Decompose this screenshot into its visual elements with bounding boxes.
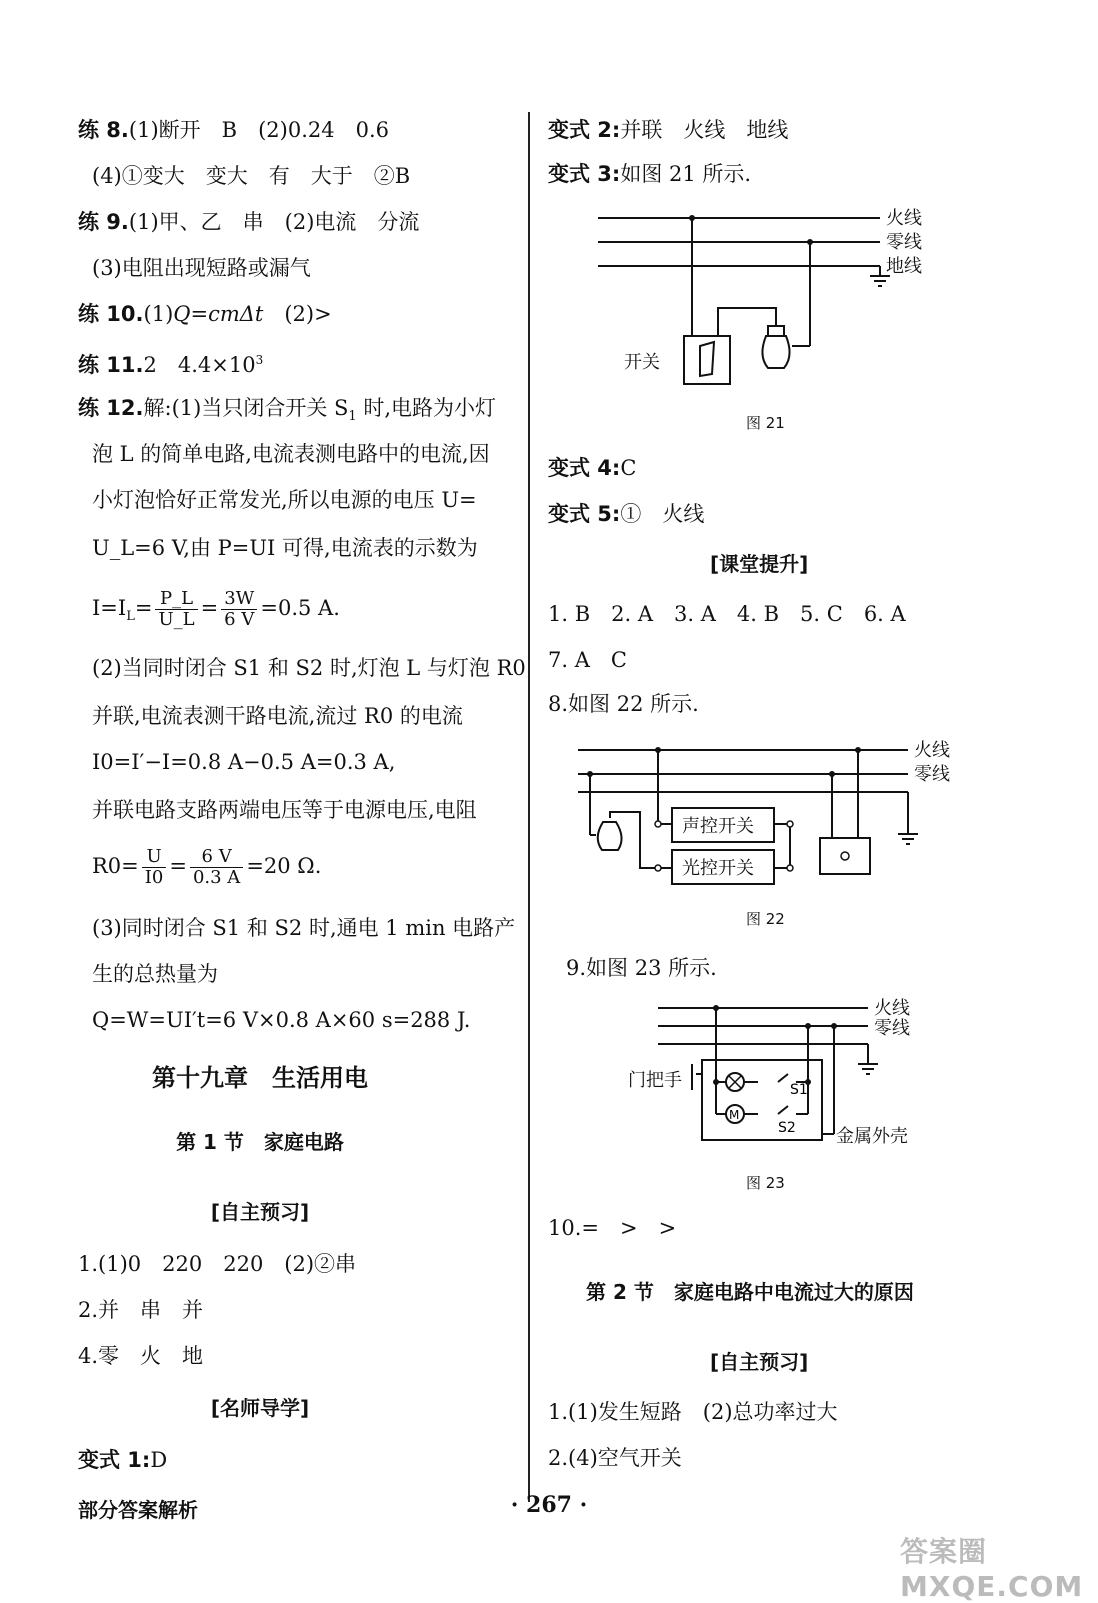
- label-live: 火线: [914, 740, 950, 761]
- label-neutral: 零线: [886, 232, 922, 253]
- text: (2)>: [263, 302, 332, 326]
- text: 如图 21 所示.: [620, 162, 752, 186]
- label-ground: 地线: [886, 256, 922, 277]
- text-line: 1. B 2. A 3. A 4. B 5. C 6. A: [548, 602, 906, 626]
- junction-dot: [713, 1005, 719, 1011]
- section-title: 第 2 节 家庭电路中电流过大的原因: [586, 1280, 914, 1304]
- label-live: 火线: [874, 998, 910, 1019]
- text-line: 9.如图 23 所示.: [566, 956, 717, 980]
- figure-caption: 图 22: [746, 910, 785, 928]
- subsection-title: [名师导学]: [210, 1396, 310, 1420]
- formula-line: R0= $\frac{U}{I0}$ = $\frac{6 V}{0.3 A}$ =20 Ω.: [92, 846, 322, 888]
- junction-dot: [655, 747, 661, 753]
- answer-8-cont: (4)①变大 变大 有 大于 ②B: [92, 164, 411, 188]
- junction-dot: [587, 771, 593, 777]
- answer-12: [78, 394, 496, 431]
- text-line: (2)当同时闭合 S1 和 S2 时,灯泡 L 与灯泡 R0: [92, 656, 526, 680]
- text: (1)断开 B (2)0.24 0.6: [128, 118, 389, 142]
- text-line: 8.如图 22 所示.: [548, 692, 699, 716]
- watermark: 答案圈 MXQE.COM: [900, 1535, 1084, 1603]
- label: 练 8.: [78, 118, 129, 142]
- variant-5: [548, 500, 704, 528]
- subsection-title: [自主预习]: [710, 1350, 809, 1374]
- column-divider: [528, 112, 530, 1502]
- terminal-dot: [655, 821, 661, 827]
- figure-caption: 图 21: [746, 414, 785, 432]
- text: ① 火线: [620, 502, 705, 526]
- text: (1): [143, 302, 174, 326]
- text-line: 2.并 串 并: [78, 1298, 204, 1322]
- numerator: 6 V: [190, 847, 243, 868]
- answer-9: [78, 208, 419, 236]
- terminal-dot: [655, 865, 661, 871]
- text-line: 2.(4)空气开关: [548, 1446, 682, 1470]
- motor-label: M: [729, 1108, 740, 1122]
- terminal-dot: [787, 821, 793, 827]
- answer-10: [78, 300, 332, 328]
- numerator: 3W: [221, 589, 257, 610]
- junction-dot: [689, 215, 695, 221]
- fraction: [155, 589, 197, 630]
- variant-3: [548, 160, 751, 188]
- text: C: [620, 456, 637, 480]
- figure-21-circuit: [588, 196, 988, 396]
- text-line: 4.零 火 地: [78, 1344, 204, 1368]
- figure-caption: 图 23: [746, 1174, 785, 1192]
- page-number: · 267 ·: [510, 1492, 588, 1518]
- variant-4: [548, 454, 636, 482]
- fraction: [142, 847, 167, 888]
- figure-22-circuit: [568, 730, 968, 890]
- text: 时,电路为小灯: [356, 396, 497, 420]
- label: 变式 1:: [78, 1448, 151, 1472]
- rhs: =0.5 A.: [260, 596, 340, 620]
- text: 2 4.4×10: [143, 353, 256, 377]
- text-line: 1.(1)发生短路 (2)总功率过大: [548, 1400, 838, 1424]
- text-line: 10.= > >: [548, 1216, 677, 1240]
- junction-dot: [855, 747, 861, 753]
- junction-dot: [807, 239, 813, 245]
- label: 变式 4:: [548, 456, 621, 480]
- denominator: U_L: [158, 609, 195, 630]
- junction-dot: [831, 1023, 837, 1029]
- formula: Q=cmΔt: [173, 302, 264, 326]
- section-title: 第 1 节 家庭电路: [176, 1130, 344, 1154]
- label-sound-switch: 声控开关: [682, 816, 754, 837]
- numerator: U: [142, 847, 167, 868]
- label: 变式 3:: [548, 162, 621, 186]
- lamp-cross: [729, 1076, 741, 1088]
- terminal-dot: [787, 865, 793, 871]
- text-line: Q=W=UI′t=6 V×0.8 A×60 s=288 J.: [92, 1008, 471, 1032]
- subsection-title: [自主预习]: [210, 1200, 310, 1224]
- text-line: 并联,电流表测干路电流,流过 R0 的电流: [92, 704, 463, 728]
- text-line: 7. A C: [548, 648, 627, 672]
- junction-dot: [829, 771, 835, 777]
- text: 并联 火线 地线: [620, 118, 789, 142]
- label: 练 12.: [78, 396, 144, 420]
- text-line: 小灯泡恰好正常发光,所以电源的电压 U=: [92, 488, 477, 512]
- denominator: 0.3 A: [192, 867, 241, 888]
- denominator: 6 V: [224, 609, 255, 630]
- text: D: [150, 1448, 168, 1472]
- switch-s2-label: S2: [778, 1120, 796, 1136]
- lhs: I=I: [92, 596, 127, 620]
- subscript: L: [126, 609, 135, 625]
- footer-title: 部分答案解析: [78, 1498, 198, 1522]
- switch-icon: [700, 342, 714, 376]
- fraction: [190, 847, 243, 888]
- label-switch: 开关: [624, 352, 660, 373]
- formula-line: $I=I_L=$ $\frac{P\_L}{U\_L}$ = $\frac{3W}{6 V}$ =0.5 A.: [92, 588, 340, 630]
- variant-1: [78, 1446, 167, 1474]
- figure-23-circuit: [628, 994, 958, 1154]
- chapter-title: 第十九章 生活用电: [152, 1064, 368, 1092]
- text-line: (3)同时闭合 S1 和 S2 时,通电 1 min 电路产: [92, 916, 516, 940]
- text-line: I0=I′−I=0.8 A−0.5 A=0.3 A,: [92, 750, 396, 774]
- lhs: R0=: [92, 854, 139, 878]
- text-line: 1.(1)0 220 220 (2)②串: [78, 1252, 357, 1276]
- rhs: =20 Ω.: [246, 854, 322, 878]
- label-live: 火线: [886, 208, 922, 229]
- denominator: I0: [144, 867, 164, 888]
- variant-2: [548, 116, 788, 144]
- answer-8: [78, 116, 389, 144]
- label: 练 10.: [78, 302, 144, 326]
- text-line: U_L=6 V,由 P=UI 可得,电流表的示数为: [92, 536, 478, 560]
- label: 变式 5:: [548, 502, 621, 526]
- numerator: P_L: [155, 589, 197, 610]
- label: 练 11.: [78, 353, 144, 377]
- label-handle: 门把手: [628, 1070, 682, 1091]
- fraction: [221, 589, 257, 630]
- junction-dot: [805, 1023, 811, 1029]
- answer-11: [78, 346, 263, 379]
- text: 解:(1)当只闭合开关 S: [143, 396, 349, 420]
- label: 变式 2:: [548, 118, 621, 142]
- text-line: 并联电路支路两端电压等于电源电压,电阻: [92, 798, 477, 822]
- text-line: 生的总热量为: [92, 962, 218, 986]
- label-neutral: 零线: [874, 1018, 910, 1039]
- label-neutral: 零线: [914, 764, 950, 785]
- subscript: 1: [348, 409, 357, 425]
- label: 练 9.: [78, 210, 129, 234]
- label-shell: 金属外壳: [836, 1126, 908, 1147]
- label-light-switch: 光控开关: [682, 858, 754, 879]
- subsection-title: [课堂提升]: [710, 552, 809, 576]
- exponent: 3: [255, 353, 264, 367]
- switch-s1-label: S1: [790, 1082, 808, 1098]
- answer-9-cont: (3)电阻出现短路或漏气: [92, 256, 311, 280]
- junction-dot: [713, 1079, 719, 1085]
- socket-icon: [841, 852, 849, 860]
- text: (1)甲、乙 串 (2)电流 分流: [128, 210, 420, 234]
- text-line: 泡 L 的简单电路,电流表测电路中的电流,因: [92, 442, 490, 466]
